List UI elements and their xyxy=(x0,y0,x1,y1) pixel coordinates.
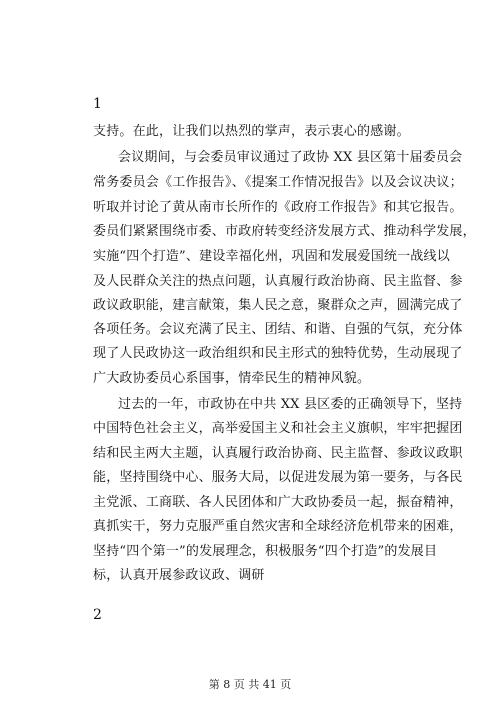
page-footer: 第 8 页 共 41 页 xyxy=(208,678,292,691)
page-marker-top: 1 xyxy=(93,96,102,112)
text-line-7: 及人民群众关注的热点问题，认真履行政治协商、民主监督、参 xyxy=(93,274,463,289)
text-line-12: 过去的一年，市政协在中共 XX 县区委的正确领导下，坚持 xyxy=(118,397,463,412)
text-line-1: 支持。在此，让我们以热烈的掌声，表示衷心的感谢。 xyxy=(93,124,410,139)
text-line-10: 现了人民政协这一政治组织和民主形式的独特优势，生动展现了 xyxy=(93,346,463,361)
text-line-9: 各项任务。会议充满了民主、团结、和谐、自强的气氛，充分体 xyxy=(93,322,463,337)
text-line-19: 标，认真开展参政议政、调研 xyxy=(93,568,265,583)
text-line-4: 听取并讨论了黄从南市长所作的《政府工作报告》和其它报告。 xyxy=(93,200,463,215)
text-line-15: 能，坚持围绕中心、服务大局，以促进发展为第一要务，与各民 xyxy=(93,470,463,485)
text-line-5: 委员们紧紧围绕市委、市政府转变经济发展方式、推动科学发展， xyxy=(93,224,476,239)
text-line-13: 中国特色社会主义，高举爱国主义和社会主义旗帜，牢牢把握团 xyxy=(93,421,463,436)
text-line-14: 结和民主两大主题，认真履行政治协商、民主监督、参政议政职 xyxy=(93,446,463,461)
text-line-18: 坚持“四个第一”的发展理念，积极服务“四个打造”的发展目 xyxy=(93,544,438,559)
text-line-6: 实施“四个打造”、建设幸福化州，巩固和发展爱国统一战线以 xyxy=(93,249,450,264)
text-line-3: 常务委员会《工作报告》、《提案工作情况报告》以及会议决议； xyxy=(93,175,463,190)
page-marker-bottom: 2 xyxy=(93,607,102,623)
text-line-16: 主党派、工商联、各人民团体和广大政协委员一起，振奋精神， xyxy=(93,495,463,510)
text-line-8: 政议政职能，建言献策，集人民之意，聚群众之声，圆满完成了 xyxy=(93,298,463,313)
text-line-17: 真抓实干，努力克服严重自然灾害和全球经济危机带来的困难， xyxy=(93,519,463,534)
text-line-2: 会议期间，与会委员审议通过了政协 XX 县区第十届委员会 xyxy=(118,150,463,165)
text-line-11: 广大政协委员心系国事，情牵民生的精神风貌。 xyxy=(93,371,371,386)
